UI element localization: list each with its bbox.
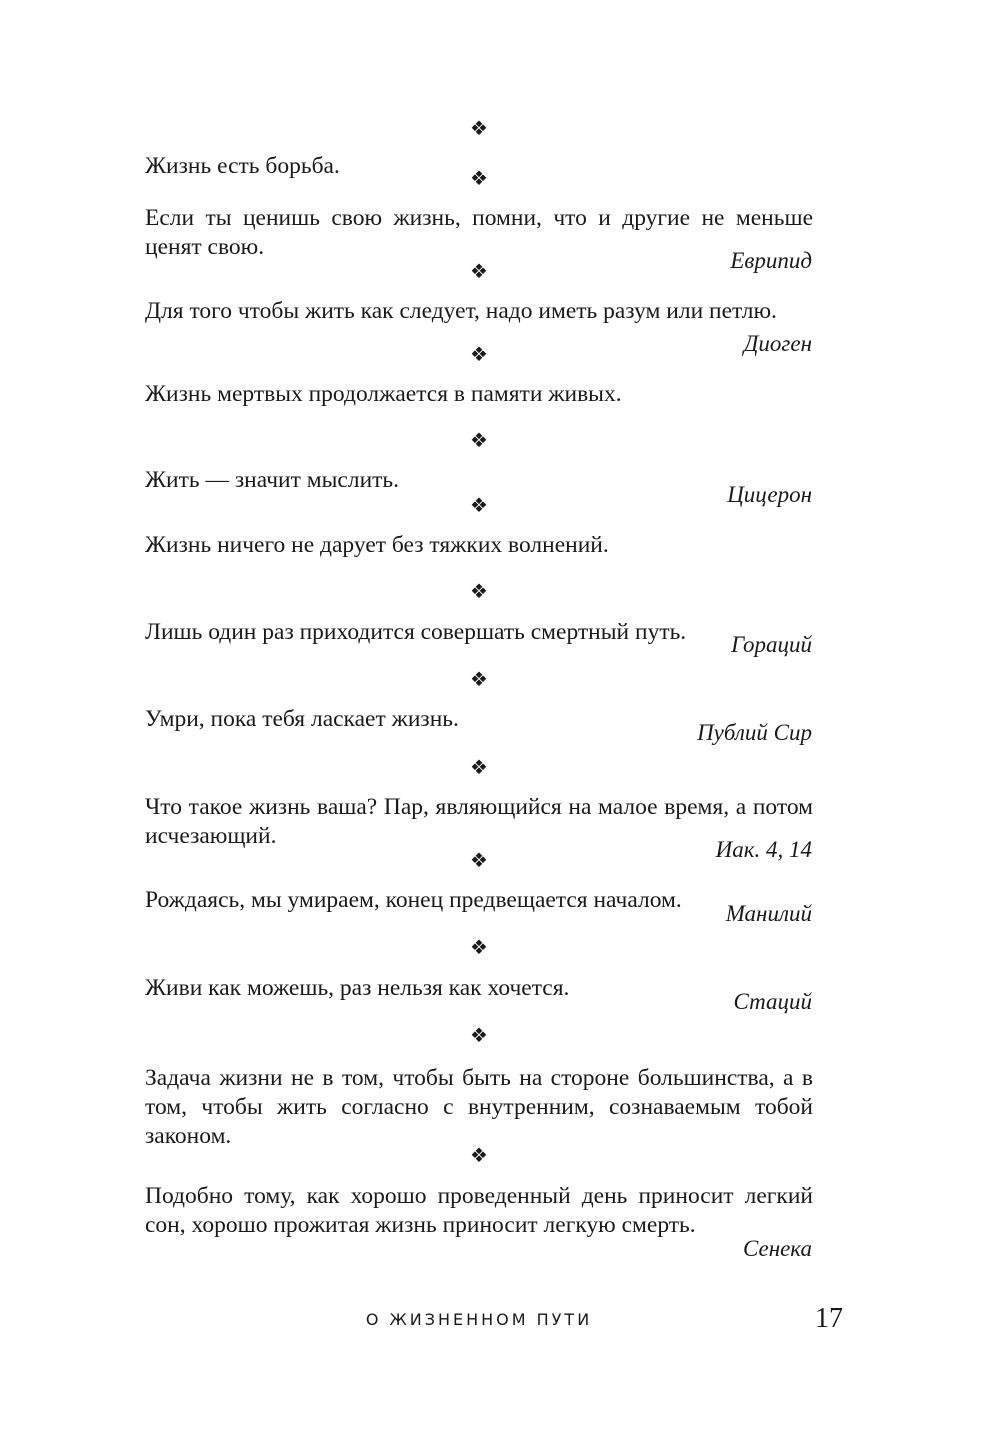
ornament-divider: ❖ (470, 493, 488, 517)
quote-text: Умри, пока тебя ласкает жизнь. (145, 706, 459, 732)
ornament-divider: ❖ (470, 1023, 488, 1047)
ornament-divider: ❖ (470, 166, 488, 190)
ornament-divider: ❖ (470, 428, 488, 452)
quote-text: Жизнь ничего не дарует без тяжких волнений. (145, 532, 609, 558)
page-number: 17 (815, 1303, 843, 1334)
quote-text: Для того чтобы жить как следует, надо иметь разум или петлю. (145, 298, 777, 324)
quote-author: Стаций (733, 989, 812, 1014)
quote-text: Лишь один раз приходится совершать смертный путь. (145, 619, 687, 645)
ornament-divider: ❖ (470, 667, 488, 691)
quote-text: Что такое жизнь ваша? Пар, являющийся на малое время, а потом исчезающий. (145, 794, 813, 849)
ornament-divider: ❖ (470, 935, 488, 959)
quote-author: Цицерон (727, 482, 812, 507)
ornament-divider: ❖ (470, 755, 488, 779)
quote-author: Публий Сир (697, 720, 812, 745)
ornament-divider: ❖ (470, 259, 488, 283)
quote-text: Живи как можешь, раз нельзя как хочется. (145, 975, 570, 1001)
ornament-divider: ❖ (470, 116, 488, 140)
quote-text: Подобно тому, как хорошо проведенный день приносит легкий сон, хорошо прожитая жизнь приносит легкую смерть. (145, 1183, 813, 1238)
quote-text: Рождаясь, мы умираем, конец предвещается началом. (145, 887, 682, 913)
quote-author: Сенека (742, 1236, 812, 1261)
running-footer-title: О ЖИЗНЕННОМ ПУТИ (365, 1310, 593, 1329)
quote-author: Гораций (731, 632, 812, 657)
quote-text: Жизнь есть борьба. (145, 153, 340, 179)
ornament-divider: ❖ (470, 848, 488, 872)
quote-text: Задача жизни не в том, чтобы быть на стороне большинства, а в том, чтобы жить согласно с внутренним, сознаваемым тобой законом. (145, 1065, 813, 1149)
ornament-divider: ❖ (470, 1143, 488, 1167)
ornament-divider: ❖ (470, 579, 488, 603)
quote-text: Жить — значит мыслить. (145, 467, 400, 493)
quote-author: Иак. 4, 14 (715, 837, 812, 862)
quote-author: Манилий (725, 901, 812, 926)
quote-author: Диоген (743, 331, 812, 356)
quote-text: Если ты ценишь свою жизнь, помни, что и другие не меньше ценят свою. (145, 205, 813, 260)
quote-text: Жизнь мертвых продолжается в памяти живых. (145, 381, 622, 407)
quote-author: Еврипид (730, 248, 812, 273)
ornament-divider: ❖ (470, 342, 488, 366)
